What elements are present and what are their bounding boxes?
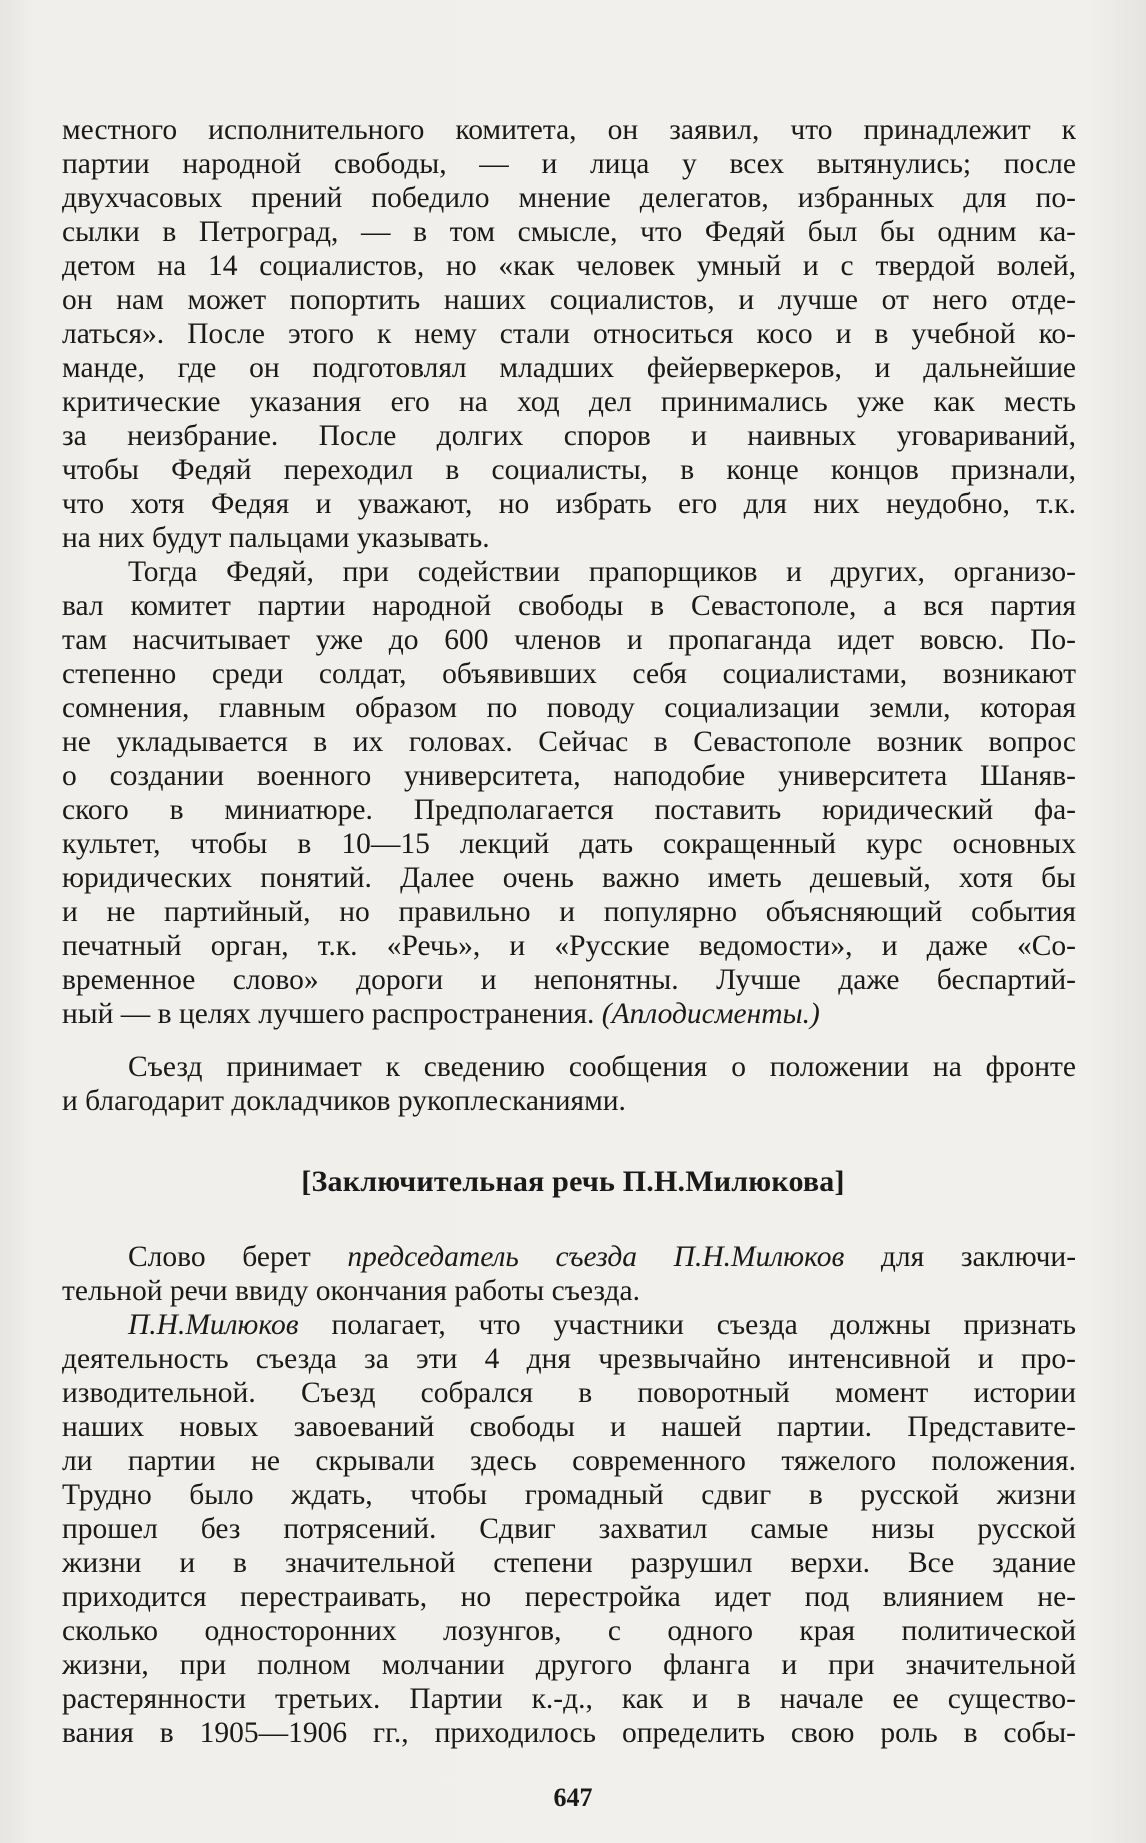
text-line: вания в 1905—1906 гг., приходилось определить свою роль в собы- [62,1717,1076,1749]
text-line: сомнения, главным образом по поводу социализации земли, которая [62,692,1076,724]
text-line: печатный орган, т.к. «Речь», и «Русские ведомости», и даже «Со- [62,930,1076,962]
text-line: тельной речи ввиду окончания работы съезда. [62,1275,641,1307]
text-line: детом на 14 социалистов, но «как человек умный и с твердой волей, [62,250,1076,282]
section-gap [62,1202,1076,1240]
text-line: ского в миниатюре. Предполагается поставить юридический фа- [62,794,1076,826]
text-line: прошел без потрясений. Сдвиг захватил самые низы русской [62,1513,1076,1545]
text-segment: ный — в целях лучшего распространения. [62,998,595,1030]
text-line: Трудно было ждать, чтобы громадный сдвиг в русской жизни [62,1479,1076,1511]
text-line: приходится перестраивать, но перестройка идет под влиянием не- [62,1581,1076,1613]
text-line: что хотя Федяя и уважают, но избрать его для них неудобно, т.к. [62,488,1076,520]
text-line: временное слово» дороги и непонятны. Лучше даже беспартий- [62,964,1076,996]
paragraph-gap [62,1031,1076,1050]
text-line: местного исполнительного комитета, он заявил, что принадлежит к [62,114,1076,146]
text-line: о создании военного университета, наподобие университета Шаняв- [62,760,1076,792]
speaker-name: П.Н.Милюков [128,1309,299,1341]
text-line: Съезд принимает к сведению сообщения о положении на фронте [128,1051,1076,1083]
text-line: культет, чтобы в 10—15 лекций дать сокращенный курс основных [62,828,1076,860]
text-line: ли партии не скрывали здесь современного тяжелого положения. [62,1445,1076,1477]
applause-remark: (Аплодисменты.) [601,998,820,1030]
text-line [62,1240,1076,1274]
text-segment: Слово берет [128,1241,311,1273]
speaker-title: председатель съезда П.Н.Милюков [347,1241,845,1273]
text-line: юридических понятий. Далее очень важно иметь дешевый, хотя бы [62,862,1076,894]
text-line: там насчитывает уже до 600 членов и пропаганда идет вовсю. По- [62,624,1076,656]
text-line: жизни, при полном молчании другого фланга и при значительной [62,1649,1076,1681]
text-line: на них будут пальцами указывать. [62,522,490,554]
text-line [62,997,1076,1031]
section-heading: [Заключительная речь П.Н.Милюкова] [301,1165,845,1198]
text-segment: полагает, что участники съезда должны признать [331,1309,1076,1341]
text-line: партии народной свободы, — и лица у всех вытянулись; после [62,148,1076,180]
text-line: жизни и в значительной степени разрушил верхи. Все здание [62,1547,1076,1579]
text-line: и благодарит докладчиков рукоплесканиями. [62,1085,626,1117]
text-line: вал комитет партии народной свободы в Севастополе, а вся партия [62,590,1076,622]
document-text [62,113,1076,1750]
text-line [62,1308,1076,1342]
text-line: не укладывается в их головах. Сейчас в Севастополе возник вопрос [62,726,1076,758]
text-line: двухчасовых прений победило мнение делегатов, избранных для по- [62,182,1076,214]
text-line: чтобы Федяй переходил в социалисты, в конце концов признали, [62,454,1076,486]
text-line: он нам может попортить наших социалистов, и лучше от него отде- [62,284,1076,316]
text-line: сколько односторонних лозунгов, с одного края политической [62,1615,1076,1647]
text-line: деятельность съезда за эти 4 дня чрезвычайно интенсивной и про- [62,1343,1076,1375]
text-line: Тогда Федяй, при содействии прапорщиков и других, организо- [128,556,1076,588]
text-line: изводительной. Съезд собрался в поворотный момент истории [62,1377,1076,1409]
text-line: степенно среди солдат, объявивших себя социалистами, возникают [62,658,1076,690]
text-segment: для заключи- [880,1241,1076,1273]
text-line: латься». После этого к нему стали относиться косо и в учебной ко- [62,318,1076,350]
page-number: 647 [553,1783,593,1812]
text-line: критические указания его на ход дел принимались уже как месть [62,386,1076,418]
text-line: сылки в Петроград, — в том смысле, что Федяй был бы одним ка- [62,216,1076,248]
text-line: манде, где он подготовлял младших фейерверкеров, и дальнейшие [62,352,1076,384]
text-line: за неизбрание. После долгих споров и наивных уговариваний, [62,420,1076,452]
text-line: растерянности третьих. Партии к.-д., как и в начале ее существо- [62,1683,1076,1715]
text-line: и не партийный, но правильно и популярно объясняющий события [62,896,1076,928]
text-line: наших новых завоеваний свободы и нашей партии. Представите- [62,1411,1076,1443]
section-gap [62,1118,1076,1162]
